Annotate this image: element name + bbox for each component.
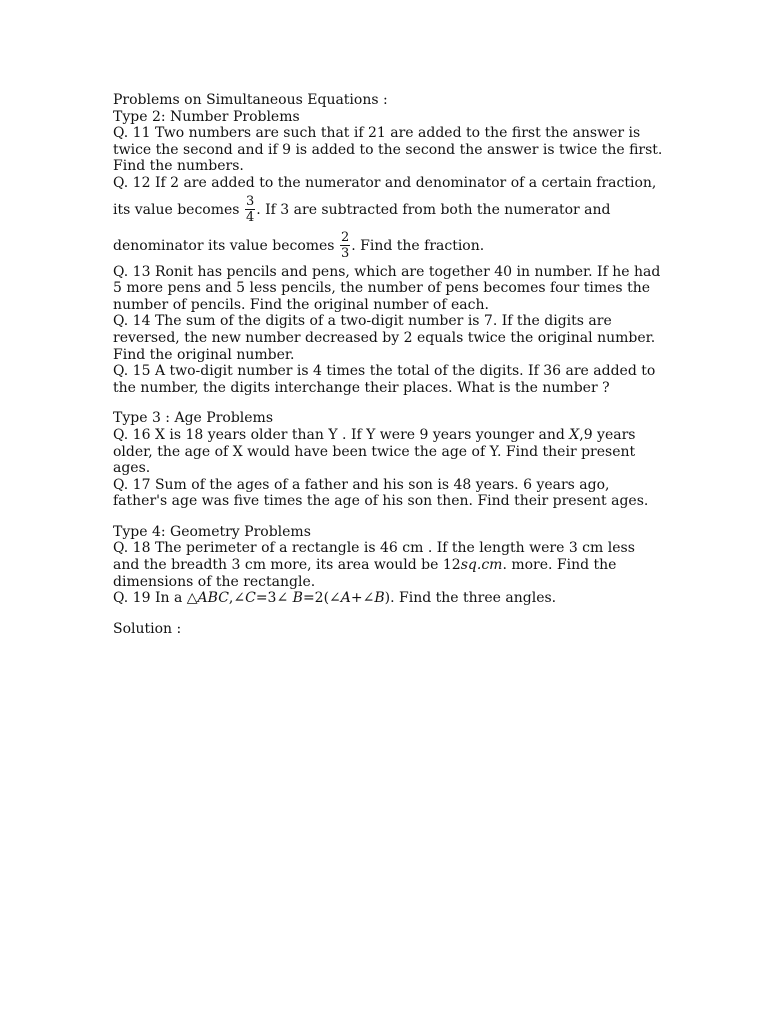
question-17 bbox=[113, 477, 673, 510]
math-number: 12 bbox=[442, 557, 461, 574]
fraction-three-fourths bbox=[245, 194, 255, 225]
document-title: Problems on Simultaneous Equations : bbox=[113, 92, 388, 108]
question-text: 5 more pens and 5 less pencils, the number of pens becomes four times the bbox=[113, 280, 650, 297]
question-11 bbox=[113, 125, 673, 175]
question-text: dimensions of the rectangle. bbox=[113, 573, 316, 590]
question-text: number of pencils. Find the original number of each. bbox=[113, 296, 489, 313]
question-12 bbox=[113, 175, 673, 264]
solution-heading: Solution : bbox=[113, 620, 182, 637]
question-text: Q. 15 A two-digit number is 4 times the total of the digits. If 36 are added to bbox=[113, 363, 656, 380]
fraction-denominator: 3 bbox=[340, 246, 350, 262]
math-variable: ABC bbox=[197, 590, 229, 607]
question-text-with-fraction bbox=[113, 228, 673, 264]
question-text: Q. 14 The sum of the digits of a two-digit number is 7. If the digits are bbox=[113, 313, 612, 330]
question-text: twice the second and if 9 is added to the second the answer is twice the first. bbox=[113, 141, 663, 158]
fraction-two-thirds bbox=[340, 230, 350, 261]
question-text: the number, the digits interchange their places. What is the number ? bbox=[113, 379, 610, 396]
math-variable: X bbox=[569, 426, 580, 443]
question-text: Q. 11 Two numbers are such that if 21 are added to the first the answer is bbox=[113, 125, 641, 142]
question-19 bbox=[113, 590, 673, 607]
question-text: older, the age of X would have been twice the age of Y. Find their present bbox=[113, 443, 636, 460]
fraction-denominator: 4 bbox=[245, 210, 255, 226]
question-text: ,9 years bbox=[579, 426, 636, 443]
question-text: . Find the three angles. bbox=[390, 590, 557, 607]
document-page bbox=[113, 92, 673, 637]
math-variable: B bbox=[292, 590, 303, 607]
section-spacer bbox=[113, 607, 673, 621]
section-spacer bbox=[113, 396, 673, 410]
question-text-with-math bbox=[113, 557, 673, 574]
question-text: father's age was five times the age of his son then. Find their present ages. bbox=[113, 493, 649, 510]
triangle-symbol: △ bbox=[186, 590, 198, 607]
question-13 bbox=[113, 264, 673, 314]
question-text: Q. 17 Sum of the ages of a father and his son is 48 years. 6 years ago, bbox=[113, 476, 610, 493]
question-text-with-fraction bbox=[113, 192, 673, 228]
question-text: Find the original number. bbox=[113, 346, 295, 363]
angle-symbol: ,∠ bbox=[228, 590, 246, 607]
question-text: Q. 13 Ronit has pencils and pens, which are together 40 in number. If he had bbox=[113, 263, 661, 280]
fraction-numerator: 2 bbox=[340, 230, 350, 246]
question-text: reversed, the new number decreased by 2 equals twice the original number. bbox=[113, 329, 656, 346]
section-spacer bbox=[113, 510, 673, 524]
question-text-with-math bbox=[113, 590, 673, 607]
question-text-with-math bbox=[113, 427, 673, 444]
question-text: ages. bbox=[113, 460, 151, 477]
math-unit: sq.cm bbox=[460, 557, 503, 574]
triangle-expression bbox=[187, 590, 390, 606]
section-heading-type3: Type 3 : Age Problems bbox=[113, 410, 274, 427]
question-text: . more. Find the bbox=[502, 557, 617, 574]
question-text: Q. 16 X is 18 years older than Y . If Y were 9 years younger and bbox=[113, 426, 565, 443]
math-variable: C bbox=[245, 590, 256, 607]
section-heading-type4: Type 4: Geometry Problems bbox=[113, 523, 311, 540]
angle-symbol: +∠ bbox=[350, 590, 375, 607]
question-text: . If 3 are subtracted from both the numerator and bbox=[256, 201, 611, 218]
math-variable: B bbox=[374, 590, 385, 607]
question-14 bbox=[113, 313, 673, 363]
question-text: and the breadth 3 cm more, its area would be bbox=[113, 557, 439, 574]
math-bracket: ) bbox=[384, 590, 391, 607]
question-15 bbox=[113, 363, 673, 396]
question-text: . Find the fraction. bbox=[351, 237, 485, 254]
angle-symbol: =3∠ bbox=[255, 590, 289, 607]
question-text: denominator its value becomes bbox=[113, 237, 335, 254]
question-16 bbox=[113, 427, 673, 477]
question-text: Find the numbers. bbox=[113, 158, 244, 175]
question-text: Q. 19 In a bbox=[113, 590, 183, 607]
question-text: Q. 18 The perimeter of a rectangle is 46 cm . If the length were 3 cm less bbox=[113, 540, 635, 557]
question-text: its value becomes bbox=[113, 201, 240, 218]
question-18 bbox=[113, 540, 673, 590]
section-heading-type2: Type 2: Number Problems bbox=[113, 108, 300, 125]
question-text: Q. 12 If 2 are added to the numerator and denominator of a certain fraction, bbox=[113, 174, 657, 191]
angle-symbol: =2(∠ bbox=[302, 590, 341, 607]
fraction-numerator: 3 bbox=[245, 194, 255, 210]
math-variable: A bbox=[340, 590, 351, 607]
